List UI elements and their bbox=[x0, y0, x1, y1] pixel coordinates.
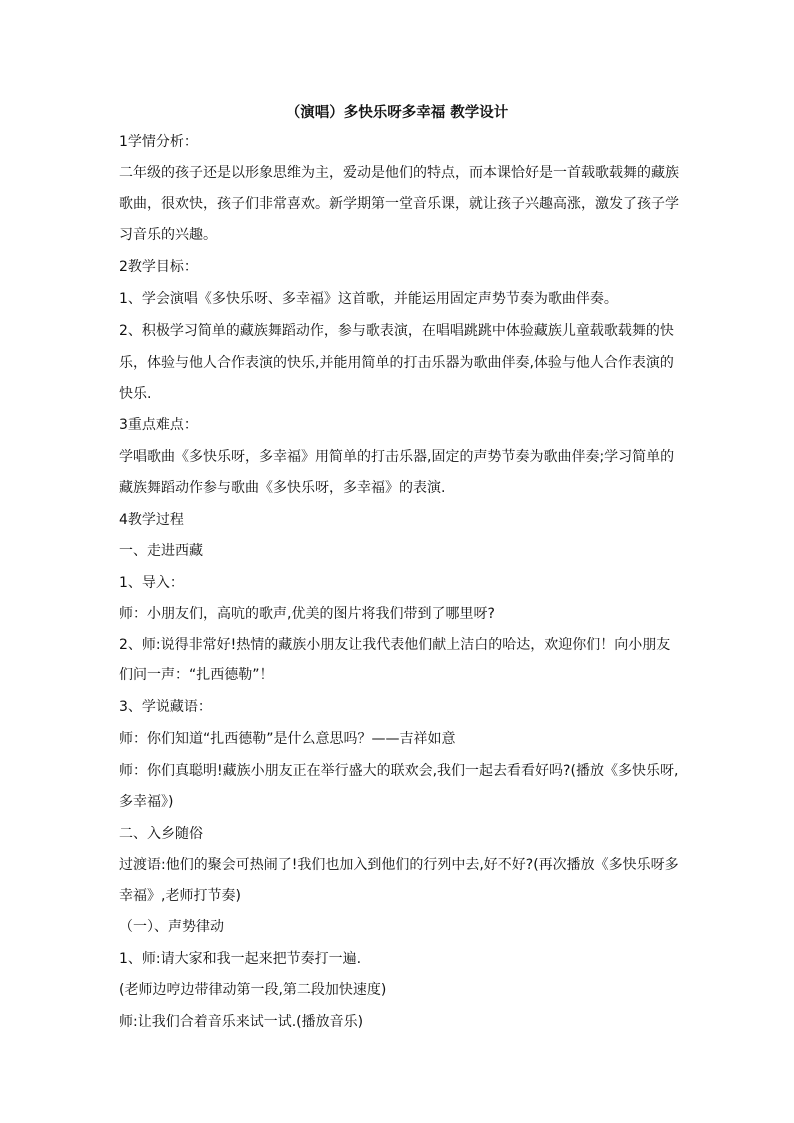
section-heading-key-points: 3重点难点： bbox=[119, 417, 198, 433]
paragraph-line: 1、师:请大家和我一起来把节奏打一遍. bbox=[119, 951, 362, 967]
paragraph-line: 乐，体验与他人合作表演的快乐,并能用简单的打击乐器为歌曲伴奏,体验与他人合作表演的 bbox=[119, 355, 674, 371]
paragraph-line: (老师边哼边带律动第一段,第二段加快速度) bbox=[119, 982, 387, 998]
paragraph-line: 歌曲，很欢快，孩子们非常喜欢。新学期第一堂音乐课，就让孩子兴趣高涨，激发了孩子学 bbox=[119, 196, 679, 212]
subsection-heading: 二、入乡随俗 bbox=[119, 826, 203, 842]
paragraph-line: 2、积极学习简单的藏族舞蹈动作，参与歌表演，在唱唱跳跳中体验藏族儿童载歌载舞的快 bbox=[119, 323, 674, 339]
paragraph-line: 藏族舞蹈动作参与歌曲《多快乐呀，多幸福》的表演. bbox=[119, 480, 446, 496]
paragraph-line: 师：你们知道“扎西德勒”是什么意思吗？——吉祥如意 bbox=[119, 731, 456, 747]
paragraph-line: 们问一声：“扎西德勒”！ bbox=[119, 667, 274, 683]
section-heading-learning-analysis: 1学情分析： bbox=[119, 134, 198, 150]
paragraph-line: 师：小朋友们，高吭的歌声,优美的图片将我们带到了哪里呀? bbox=[119, 606, 495, 622]
paragraph-line: 3、学说藏语： bbox=[119, 699, 212, 715]
paragraph-line: 二年级的孩子还是以形象思维为主，爱动是他们的特点，而本课恰好是一首载歌载舞的藏族 bbox=[119, 165, 679, 181]
subsection-heading: 一、走进西藏 bbox=[119, 543, 203, 559]
paragraph-line: 师:让我们合着音乐来试一试.(播放音乐) bbox=[119, 1014, 364, 1030]
paragraph-line: 习音乐的兴趣。 bbox=[119, 227, 217, 243]
section-heading-teaching-goals: 2教学目标： bbox=[119, 259, 198, 275]
paragraph-line: 师：你们真聪明!藏族小朋友正在举行盛大的联欢会,我们一起去看看好吗?(播放《多快乐呀, bbox=[119, 763, 679, 779]
paragraph-line: 1、学会演唱《多快乐呀、多幸福》这首歌，并能运用固定声势节奏为歌曲伴奏。 bbox=[119, 291, 618, 307]
paragraph-line: 幸福》,老师打节奏) bbox=[119, 888, 241, 904]
document-title: （演唱）多快乐呀多幸福 教学设计 bbox=[285, 105, 509, 121]
subsection-heading: （一）、声势律动 bbox=[119, 919, 224, 935]
paragraph-line: 快乐. bbox=[119, 386, 152, 402]
paragraph-line: 2、师:说得非常好!热情的藏族小朋友让我代表他们献上洁白的哈达，欢迎你们！向小朋友 bbox=[119, 637, 671, 653]
paragraph-line: 1、导入： bbox=[119, 575, 184, 591]
paragraph-line: 学唱歌曲《多快乐呀，多幸福》用简单的打击乐器,固定的声势节奏为歌曲伴奏;学习简单的 bbox=[119, 449, 675, 465]
section-heading-teaching-process: 4教学过程 bbox=[119, 512, 184, 528]
paragraph-line: 多幸福》) bbox=[119, 794, 174, 810]
paragraph-line: 过渡语:他们的聚会可热闹了!我们也加入到他们的行列中去,好不好?(再次播放《多快乐呀多 bbox=[119, 857, 679, 873]
